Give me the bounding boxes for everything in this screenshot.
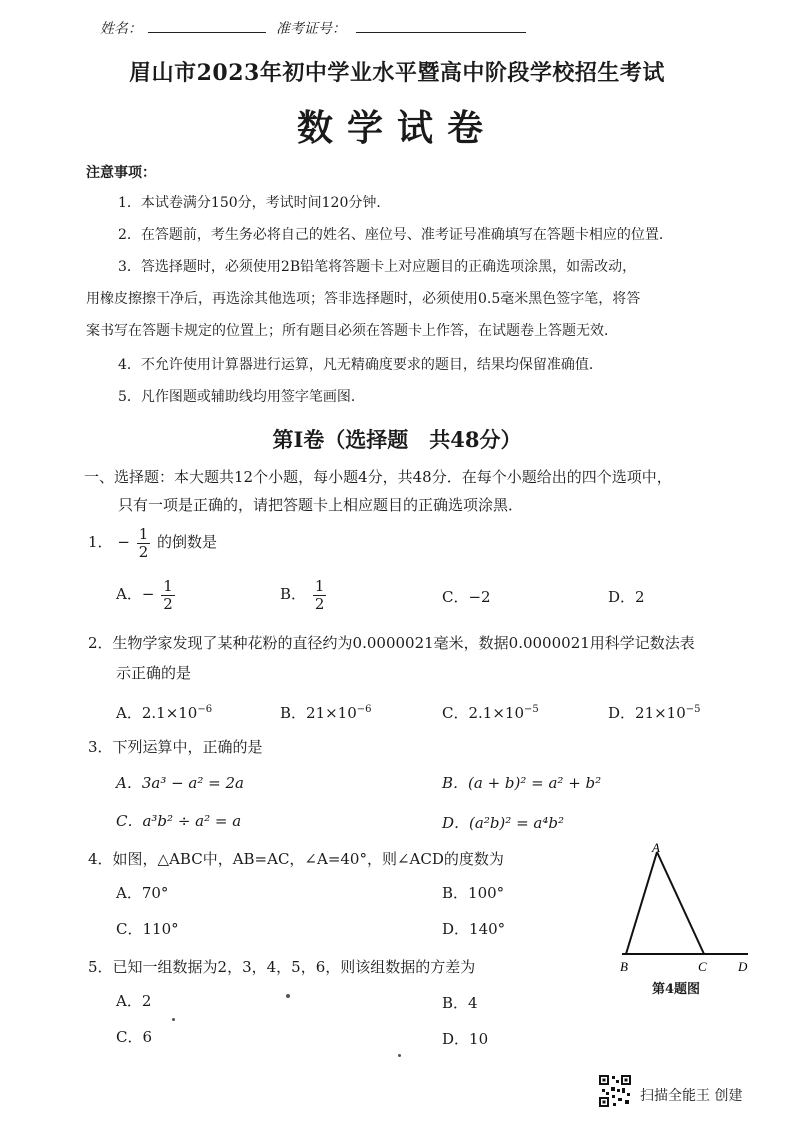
option-label: C． <box>442 704 469 722</box>
fraction <box>137 526 151 560</box>
scan-speck <box>172 1018 175 1021</box>
section-title: 第Ⅰ卷（选择题 共48分） <box>272 427 522 452</box>
triangle-figure <box>612 840 762 980</box>
fraction-numerator: 1 <box>314 577 325 595</box>
q1-option-a <box>116 578 177 612</box>
section-intro-line2: 只有一项是正确的，请把答题卡上相应题目的正确选项涂黑． <box>118 496 524 514</box>
question-text: 的倒数是 <box>157 533 218 551</box>
q5-option-c: C．6 <box>116 1028 153 1046</box>
note-item: 1．本试卷满分150分，考试时间120分钟． <box>118 195 391 211</box>
q4-option-d: D．140° <box>442 920 506 938</box>
side-ac <box>657 852 704 954</box>
question-4: 4．如图，△ABC中，AB=AC，∠A=40°，则∠ACD的度数为 <box>88 850 504 868</box>
fraction-denominator: 2 <box>314 594 325 613</box>
scan-speck <box>286 994 290 998</box>
option-value: 21×10 <box>306 704 357 722</box>
name-label: 姓名： <box>100 21 142 37</box>
q2-option-b <box>280 702 372 723</box>
q1-option-b <box>280 578 328 612</box>
question-2-line1: 2．生物学家发现了某种花粉的直径约为0.0000021毫米，数据0.0000021用科学记数法表 <box>88 634 695 652</box>
exam-title: 眉山市2023年初中学业水平暨高中阶段学校招生考试 <box>129 60 665 86</box>
q5-option-b: B．4 <box>442 994 478 1012</box>
side-ab <box>626 852 657 954</box>
option-label: A． <box>116 704 142 722</box>
question-3: 3．下列运算中，正确的是 <box>88 738 263 756</box>
option-label: D． <box>608 588 636 606</box>
exam-number-blank <box>356 18 526 37</box>
option-label: A． <box>116 585 142 603</box>
option-label: C． <box>442 588 469 606</box>
option-label: D． <box>608 704 636 722</box>
option-label: B． <box>280 704 307 722</box>
q4-option-c: C．110° <box>116 920 179 938</box>
minus-sign: − <box>141 585 155 603</box>
question-2-line2: 示正确的是 <box>116 664 192 682</box>
q2-option-a <box>116 702 212 723</box>
q5-option-d: D．10 <box>442 1030 489 1048</box>
option-value: 2.1×10 <box>468 704 524 722</box>
section-intro-line1: 一、选择题：本大题共12个小题，每小题4分，共48分．在每个小题给出的四个选项中， <box>84 468 672 486</box>
option-label: B． <box>280 585 307 603</box>
scanner-watermark: 扫描全能王 创建 <box>640 1088 743 1104</box>
vertex-label-c: C <box>698 959 707 974</box>
q4-option-a: A．70° <box>116 884 169 902</box>
q3-option-d: D．(a²b)² = a⁴b² <box>442 814 564 832</box>
q5-option-a: A．2 <box>116 992 152 1010</box>
fraction-denominator: 2 <box>163 594 173 613</box>
q3-option-c: C．a³b² ÷ a² = a <box>116 812 242 830</box>
exponent: −6 <box>197 704 213 715</box>
exponent: −5 <box>685 704 701 715</box>
fraction-numerator: 1 <box>138 525 149 543</box>
minus-sign: − <box>117 533 130 551</box>
q3-option-a: A．3a³ − a² = 2a <box>116 774 244 792</box>
point-label-d: D <box>738 959 748 974</box>
subject-title: 数学试卷 <box>296 107 497 149</box>
exam-number-label: 准考证号： <box>276 21 346 37</box>
fraction-denominator: 2 <box>138 542 149 561</box>
vertex-label-a: A <box>652 840 660 855</box>
q1-option-d <box>608 586 645 607</box>
q3-option-b: B．(a + b)² = a² + b² <box>442 774 602 792</box>
option-value: −2 <box>468 588 491 606</box>
note-item: 案书写在答题卡规定的位置上；所有题目必须在答题卡上作答，在试题卷上答题无效． <box>86 323 618 339</box>
name-blank <box>148 18 266 37</box>
q2-option-c <box>442 702 539 723</box>
question-number: 1． <box>88 533 113 551</box>
option-value: 21×10 <box>635 704 686 722</box>
note-item: 用橡皮擦擦干净后，再选涂其他选项；答非选择题时，必须使用0.5毫米黑色签字笔，将答 <box>86 291 641 307</box>
question-5: 5．已知一组数据为2，3，4，5，6，则该组数据的方差为 <box>88 958 476 976</box>
option-value: 2.1×10 <box>141 704 198 722</box>
notes-heading: 注意事项： <box>86 165 156 181</box>
q4-option-b: B．100° <box>442 884 505 902</box>
vertex-label-b: B <box>620 959 628 974</box>
q2-option-d <box>608 702 701 723</box>
fraction-numerator: 1 <box>163 577 173 595</box>
qr-code-icon <box>598 1074 632 1108</box>
q1-option-c <box>442 586 491 607</box>
fraction <box>313 578 327 612</box>
question-1 <box>88 526 217 560</box>
figure-caption: 第4题图 <box>652 982 701 997</box>
exponent: −6 <box>356 704 372 715</box>
option-value: 2 <box>635 588 645 606</box>
note-item: 3．答选择题时，必须使用2B铅笔将答题卡上对应题目的正确选项涂黑，如需改动， <box>118 259 637 275</box>
note-item: 5．凡作图题或辅助线均用签字笔画图． <box>118 389 365 405</box>
note-item: 4．不允许使用计算器进行运算，凡无精确度要求的题目，结果均保留准确值． <box>118 357 603 373</box>
scan-speck <box>398 1054 401 1057</box>
fraction <box>161 578 175 612</box>
note-item: 2．在答题前，考生务必将自己的姓名、座位号、准考证号准确填写在答题卡相应的位置． <box>118 227 673 243</box>
exponent: −5 <box>524 704 539 715</box>
